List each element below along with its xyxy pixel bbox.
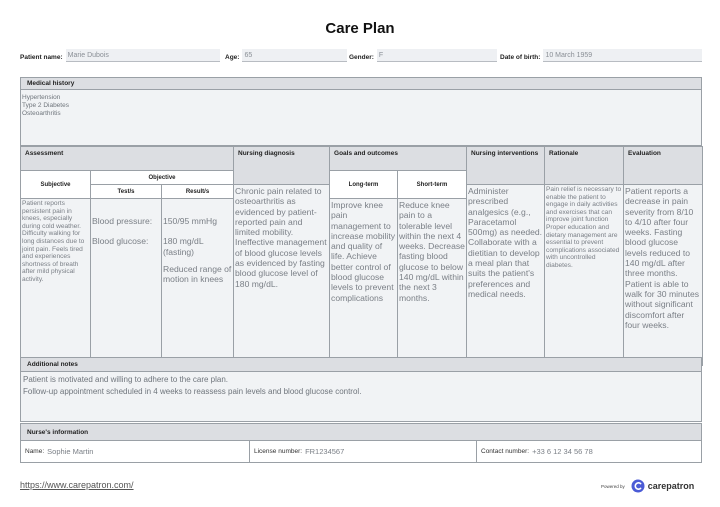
license-value: FR1234567	[305, 447, 345, 456]
brand-logo[interactable]	[601, 479, 694, 493]
tests-header: Test/s	[91, 185, 162, 199]
gender-label: Gender:	[349, 54, 374, 61]
evaluation-cell[interactable]: Patient reports a decrease in pain severity from 8/10 to 4/10 after four weeks. Fasting blood glucose levels reduced to 140 mg/dL after three months. Patient is able to walk for 30 minutes without significant discomfort after four weeks.	[624, 185, 703, 366]
contact-label: Contact number:	[481, 448, 530, 455]
objective-header: Objective	[91, 171, 234, 185]
medical-history-item: Osteoarthritis	[22, 110, 61, 117]
dob-field	[500, 48, 702, 62]
interventions-header: Nursing interventions	[467, 147, 545, 185]
nurse-name-field[interactable]	[21, 441, 249, 462]
powered-by-text: Powered by	[601, 483, 625, 489]
nurse-info-heading: Nurse's information	[20, 423, 702, 441]
care-plan-table	[20, 146, 703, 366]
gender-field	[349, 48, 497, 62]
dob-label: Date of birth:	[500, 54, 541, 61]
note-line: Follow-up appointment scheduled in 4 weeks to reassess pain levels and blood glucose control.	[23, 387, 362, 396]
medical-history-item: Hypertension	[22, 94, 61, 101]
patient-name-field	[20, 48, 220, 62]
age-field	[225, 48, 347, 62]
medical-history-heading: Medical history	[20, 77, 702, 90]
long-term-cell[interactable]: Improve knee pain management to increase mobility and quality of life. Achieve better control of blood glucose levels to prevent complications	[330, 199, 398, 366]
footer-link[interactable]: https://www.carepatron.com/	[20, 480, 134, 490]
additional-notes-body[interactable]	[20, 372, 702, 422]
tests-cell[interactable]	[91, 199, 162, 366]
subjective-header: Subjective	[21, 171, 91, 199]
nurse-name-label: Name:	[25, 448, 45, 455]
patient-name-label: Patient name:	[20, 54, 63, 61]
medical-history-item: Type 2 Diabetes	[22, 102, 69, 109]
short-term-header: Short-term	[398, 171, 467, 199]
contact-value: +33 6 12 34 56 78	[532, 447, 593, 456]
dob-value[interactable]: 10 March 1959	[543, 49, 702, 62]
contact-field[interactable]	[477, 441, 701, 462]
nursing-diagnosis-cell[interactable]: Chronic pain related to osteoarthritis as evidenced by patient-reported pain and limited mobility. Ineffective management of blood glucose levels as evidenced by fasting blood glucose level of 180 mg/dL.	[234, 185, 330, 366]
age-label: Age:	[225, 54, 240, 61]
subjective-cell[interactable]: Patient reports persistent pain in knees, especially during cold weather. Difficulty walking for long distances due to joint pain. Feels tired and experiences shortness of breath after mild physical activity.	[21, 199, 91, 366]
results-header: Result/s	[162, 185, 234, 199]
test-item: Blood glucose:	[92, 236, 149, 247]
license-field[interactable]	[250, 441, 476, 462]
assessment-header: Assessment	[21, 147, 234, 171]
carepatron-logo-icon	[631, 479, 645, 493]
rationale-cell[interactable]: Pain relief is necessary to enable the patient to engage in daily activities and exercises that can improve joint function Proper education and dietary management are essential to prevent complications associated with uncontrolled diabetes.	[545, 185, 624, 366]
nursing-diagnosis-header: Nursing diagnosis	[234, 147, 330, 185]
patient-info-row	[20, 48, 702, 62]
test-item: Blood pressure:	[92, 216, 153, 226]
patient-name-value[interactable]: Marie Dubois	[66, 49, 220, 62]
nurse-info-row	[20, 441, 702, 463]
result-item: Reduced range of motion in knees	[163, 263, 232, 285]
gender-value[interactable]: F	[377, 49, 497, 62]
medical-history-body[interactable]	[20, 90, 702, 146]
short-term-cell[interactable]: Reduce knee pain to a tolerable level within the next 4 weeks. Decrease fasting blood glucose to below 140 mg/dL within the next 3 months.	[398, 199, 467, 366]
result-item: 150/95 mmHg	[163, 216, 217, 226]
license-label: License number:	[254, 448, 303, 455]
age-value[interactable]: 65	[242, 49, 347, 62]
evaluation-header: Evaluation	[624, 147, 703, 185]
interventions-cell[interactable]: Administer prescribed analgesics (e.g., Paracetamol 500mg) as needed. Collaborate with a dietitian to develop a meal plan that suits the patient's preferences and medical needs.	[467, 185, 545, 366]
page-title: Care Plan	[325, 20, 395, 37]
brand-name: carepatron	[647, 481, 695, 491]
nurse-name-value: Sophie Martin	[47, 447, 94, 456]
long-term-header: Long-term	[330, 171, 398, 199]
goals-header: Goals and outcomes	[330, 147, 467, 171]
result-item: 180 mg/dL (fasting)	[163, 236, 204, 257]
rationale-header: Rationale	[545, 147, 624, 185]
results-cell[interactable]	[162, 199, 234, 366]
note-line: Patient is motivated and willing to adhere to the care plan.	[23, 375, 229, 384]
additional-notes-heading: Additional notes	[20, 357, 702, 372]
